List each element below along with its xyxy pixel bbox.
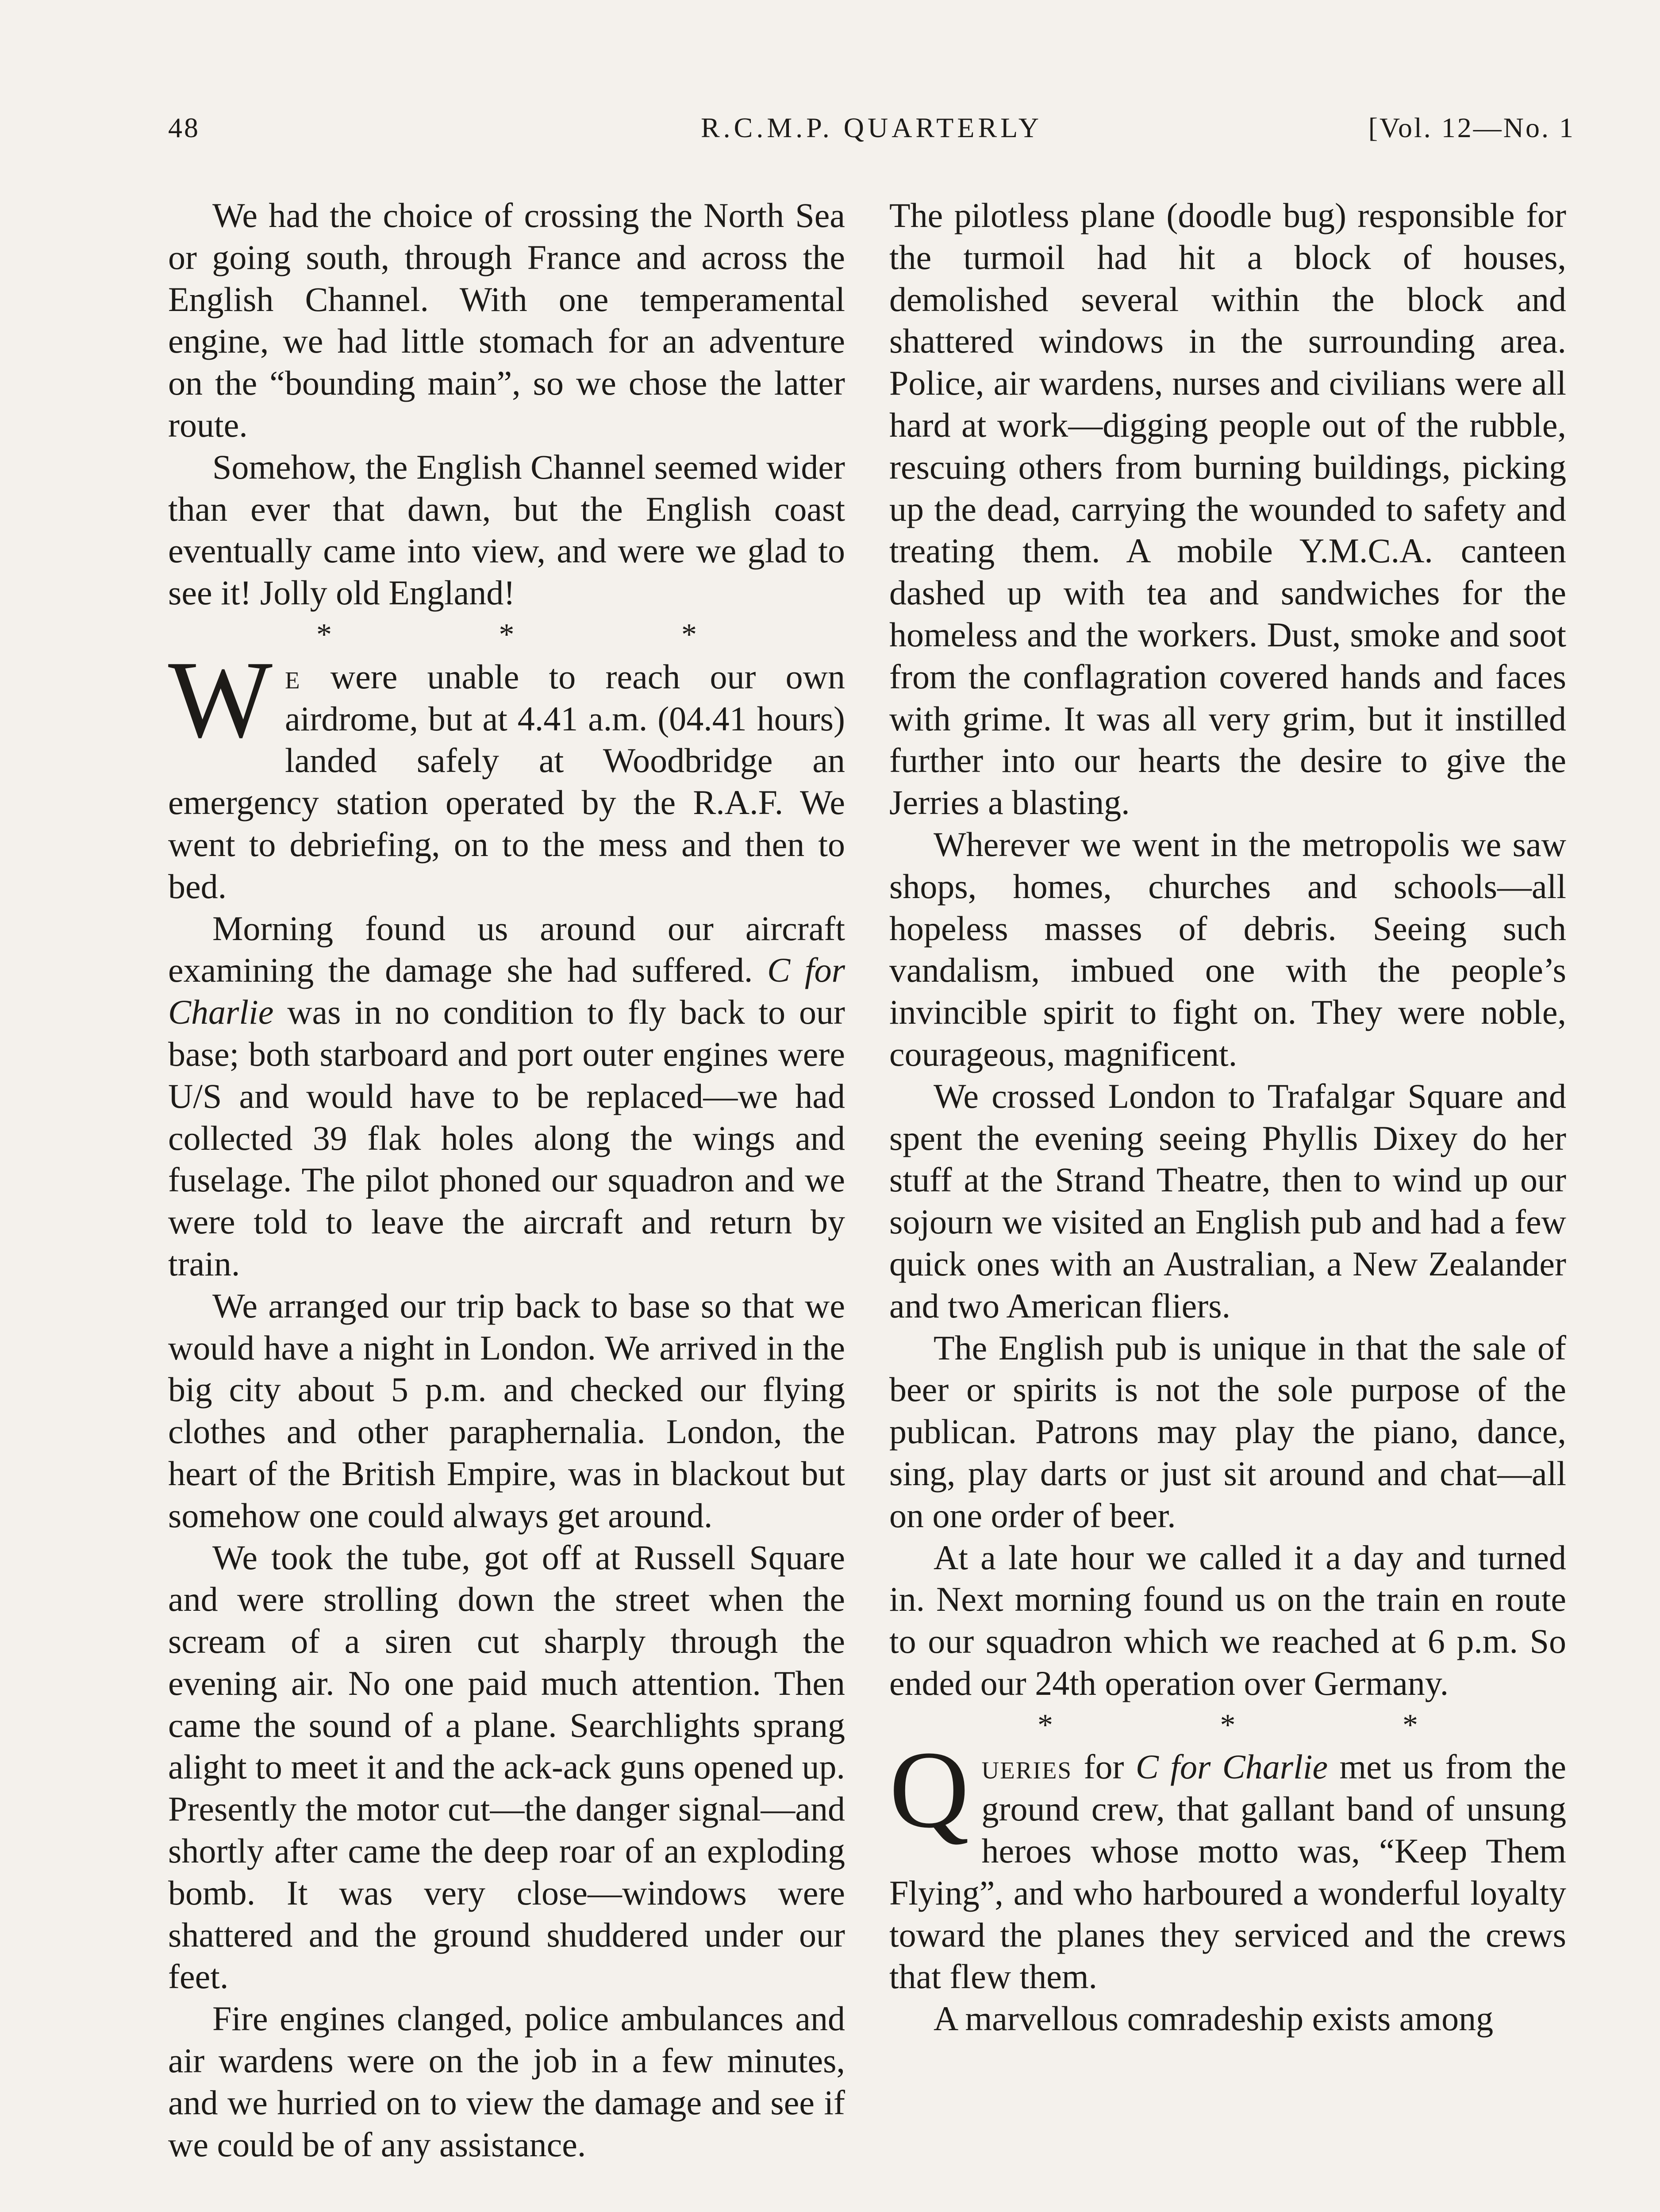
paragraph: We crossed London to Trafalgar Square and spent the evening seeing Phyllis Dixey do her stuff at the Strand Theatre, then to wind up our sojourn we visited an English pub and had a few quick ones with an Australian, a New Zealander and two American fliers. [889, 1076, 1566, 1325]
paragraph-text: was in no condition to fly back to our base; both starboard and port outer engines were U/S and would have to be replaced—we had collected 39 flak holes along the wings and fuselage. The pilot phoned our squadron and we were told to leave the aircraft and return by train. [168, 993, 845, 1283]
paragraph: We took the tube, got off at Russell Square and were strolling down the street when the scream of a siren cut sharply through the evening air. No one paid much attention. Then came the sound of a plane. Searchlights sprang alight to meet it and the ack-ack guns opened up. Presently the motor cut—the danger signal—and shortly after came the deep roar of an exploding bomb. It was very close—windows were shattered and the ground shuddered under our feet. [168, 1538, 845, 1996]
aircraft-name: C for Charlie [1135, 1747, 1328, 1786]
page-number: 48 [168, 112, 200, 143]
section-separator: * * * [1038, 1708, 1498, 1742]
paragraph: We had the choice of crossing the North Sea or going south, through France and across the English Channel. With one temperamental engine, we had little stomach for an adventure on the “bounding main”, so we chose the latter route. [168, 196, 845, 444]
paragraph-dropcap [168, 638, 845, 908]
paragraph: A marvellous comradeship exists among [934, 1999, 1494, 2038]
aircraft-name: C for Charlie [168, 951, 845, 1032]
paragraph-text: for [1072, 1747, 1136, 1786]
small-caps-text: e [284, 657, 301, 696]
paragraph: We arranged our trip back to base so that we would have a night in London. We arrived in the big city about 5 p.m. and checked our flying clothes and other paraphernalia. London, the heart of the British Empire, was in blackout but somehow one could always get around. [168, 1286, 845, 1535]
left-column [168, 195, 845, 2166]
journal-title: R.C.M.P. QUARTERLY [700, 112, 1043, 143]
right-column [889, 195, 1566, 2040]
paragraph [168, 908, 845, 1285]
small-caps-text: ueries [981, 1747, 1072, 1786]
paragraph: The English pub is unique in that the sale of beer or spirits is not the sole purpose of the publican. Patrons may play the piano, dance, sing, play darts or just sit around and chat—all on one order of beer. [889, 1328, 1566, 1535]
paragraph: Fire engines clanged, police ambulances and air wardens were on the job in a few minutes, and we hurried on to view the damage and see if we could be of any assistance. [168, 1999, 845, 2164]
paragraph: Somehow, the English Channel seemed wider than ever that dawn, but the English coast eventually came into view, and were we glad to see it! Jolly old England! [168, 447, 845, 612]
volume-issue: [Vol. 12—No. 1 [1368, 112, 1575, 143]
paragraph-text: were unable to reach our own airdrome, but at 4.41 a.m. (04.41 hours) landed safely at Woodbridge an emergency station operated by the R.A.F. We went to debriefing, on to the mess and then to bed. [168, 657, 845, 906]
paragraph: The pilotless plane (doodle bug) responsible for the turmoil had hit a block of houses, demolished several within the block and shattered windows in the surrounding area. Police, air wardens, nurses and civilians were all hard at work—digging people out of the rubble, rescuing others from burning buildings, picking up the dead, carrying the wounded to safety and treating them. A mobile Y.M.C.A. canteen dashed up with tea and sandwiches for the homeless and the workers. Dust, smoke and soot from the conflagration covered hands and faces with grime. It was all very grim, but it instilled further into our hearts the desire to give the Jerries a blasting. [889, 196, 1566, 822]
paragraph-text: met us from the ground crew, that gallant band of unsung heroes whose motto was, “Keep Them Flying”, and who harboured a wonderful loyalty toward the planes they serviced and the crews that flew them. [889, 1747, 1566, 1996]
paragraph: At a late hour we called it a day and turned in. Next morning found us on the train en route to our squadron which we reached at 6 p.m. So ended our 24th operation over Germany. [889, 1538, 1566, 1702]
section-separator: * * * [316, 617, 776, 652]
drop-cap: W [168, 638, 273, 761]
paragraph-text: Morning found us around our aircraft examining the damage she had suffered. [168, 909, 845, 990]
drop-cap: Q [889, 1728, 969, 1851]
paragraph-dropcap [889, 1728, 1566, 1998]
running-header [168, 111, 1575, 151]
paragraph: Wherever we went in the metropolis we saw shops, homes, churches and schools—all hopeless masses of debris. Seeing such vandalism, imbued one with the people’s invincible spirit to fight on. They were noble, courageous, magnificent. [889, 825, 1566, 1073]
